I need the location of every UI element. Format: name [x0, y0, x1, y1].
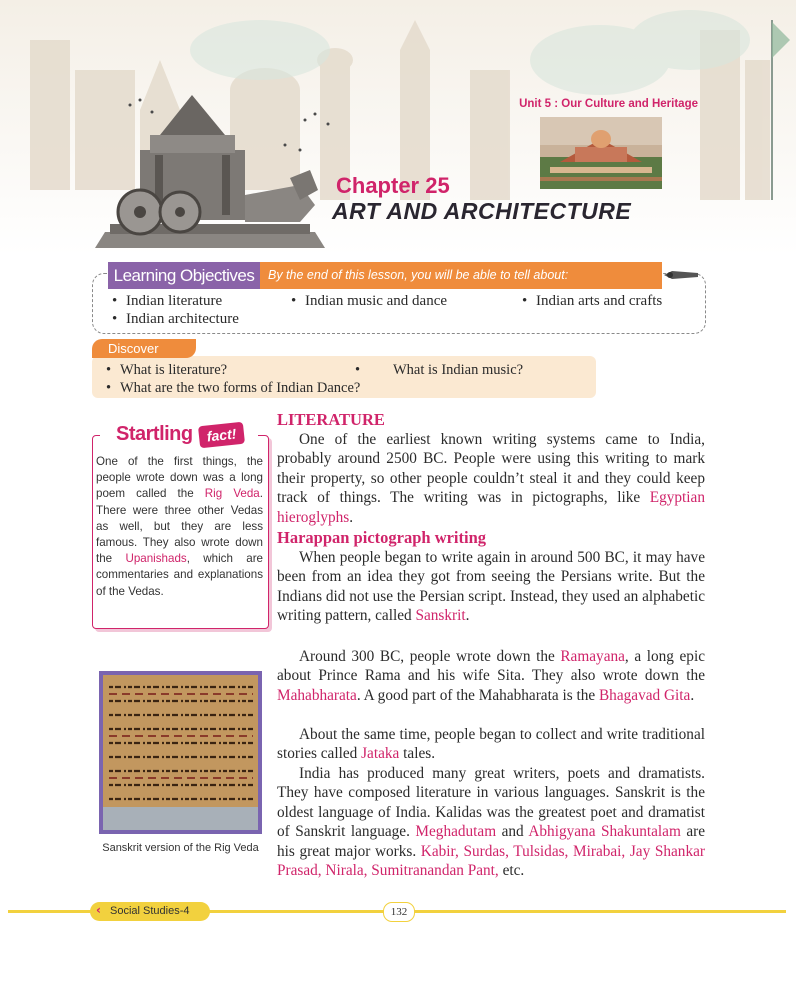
unit-label: Unit 5 : Our Culture and Heritage [519, 98, 698, 110]
rig-veda-manuscript-image [103, 675, 258, 830]
pen-icon [662, 268, 702, 282]
footer-book-title: Social Studies-4 [90, 902, 210, 921]
highlight-term: Kabir, Surdas, Tulsidas, Mirabai, Jay Shankar Prasad, Nirala, Sumitranandan Pant, [277, 842, 705, 880]
highlight-term: Sanskrit [415, 607, 466, 625]
page-number: 132 [383, 902, 415, 922]
paragraph-writers: India has produced many great writers, poets and dramatists. They have composed literature in various languages. Sanskrit is the oldest language of India. Kalidas was the greatest poet and dramatist of Sanskrit language. Meghadutam and Abhigyana Shakuntalam are his great major works. Kabir, Surdas, Tulsidas, Mirabai, Jay Shankar Prasad, Nirala, Sumitranandan Pant, etc. [277, 765, 706, 880]
literature-heading: LITERATURE [277, 410, 385, 429]
image-caption: Sanskrit version of the Rig Veda [102, 842, 259, 854]
highlight-term: Bhagavad Gita [598, 686, 691, 704]
chapter-number: Chapter 25 [336, 173, 450, 198]
paragraph-jataka: About the same time, people began to collect and write traditional stories called Jataka tales. [277, 726, 705, 763]
highlight-term: Rig Veda [204, 487, 260, 501]
learning-objectives-intro: By the end of this lesson, you will be able to tell about: [260, 262, 662, 289]
objective-item: • Indian architecture [112, 311, 239, 327]
paragraph-epics: Around 300 BC, people wrote down the Ramayana, a long epic about Prince Rama and his wife Sita. They also wrote down the Mahabharata. A good part of the Mahabharata is the Bhagavad Gita. [277, 648, 705, 704]
chevron-left-icon: ‹ [96, 903, 101, 917]
akshardham-temple-photo [540, 117, 662, 189]
objective-item: • Indian music and dance [291, 293, 448, 309]
highlight-term: Mahabharata [277, 686, 357, 704]
discover-item: • What are the two forms of Indian Dance? [106, 380, 361, 396]
highlight-term: Ramayana [560, 648, 625, 665]
discover-item: • What is literature? [106, 362, 228, 378]
paragraph-earliest-writing: One of the earliest known writing systems came to India, probably around 2500 BC. People were using this writing to mark their property, so other people couldn’t steal it and they could keep track of things. The writing was in pictographs, like Egyptian hieroglyphs. [277, 431, 705, 526]
chapter-title: ART AND ARCHITECTURE [332, 198, 632, 224]
fact-badge: fact! [198, 422, 245, 449]
discover-item: • What is Indian music? [355, 362, 524, 378]
harappan-heading: Harappan pictograph writing [277, 528, 487, 547]
highlight-term: Egyptian hieroglyphs [277, 489, 705, 526]
highlight-term: Meghadutam [415, 823, 497, 841]
objective-item: • Indian arts and crafts [522, 293, 663, 309]
highlight-term: Abhigyana Shakuntalam [528, 823, 681, 841]
highlight-term: Upanishads [125, 552, 187, 566]
discover-label: Discover [92, 339, 196, 358]
objective-item: • Indian literature [112, 293, 223, 309]
startling-fact-text: One of the first things, the people wrote down was a long poem called the Rig Veda. There were three other Vedas as well, but they are less famous. They also wrote down the Upanishads, which are commentaries and explanations of the Vedas. [96, 455, 264, 598]
startling-fact-heading: Startling [116, 423, 193, 445]
highlight-term: Jataka [361, 745, 400, 763]
paragraph-sanskrit: When people began to write again in around 500 BC, it may have been from an idea they got from seeing the Persians write. But the Indians did not use the Persian script. Instead, they used an alphabetic writing pattern, called Sanskrit. [277, 549, 705, 625]
learning-objectives-label: Learning Objectives [108, 262, 260, 289]
